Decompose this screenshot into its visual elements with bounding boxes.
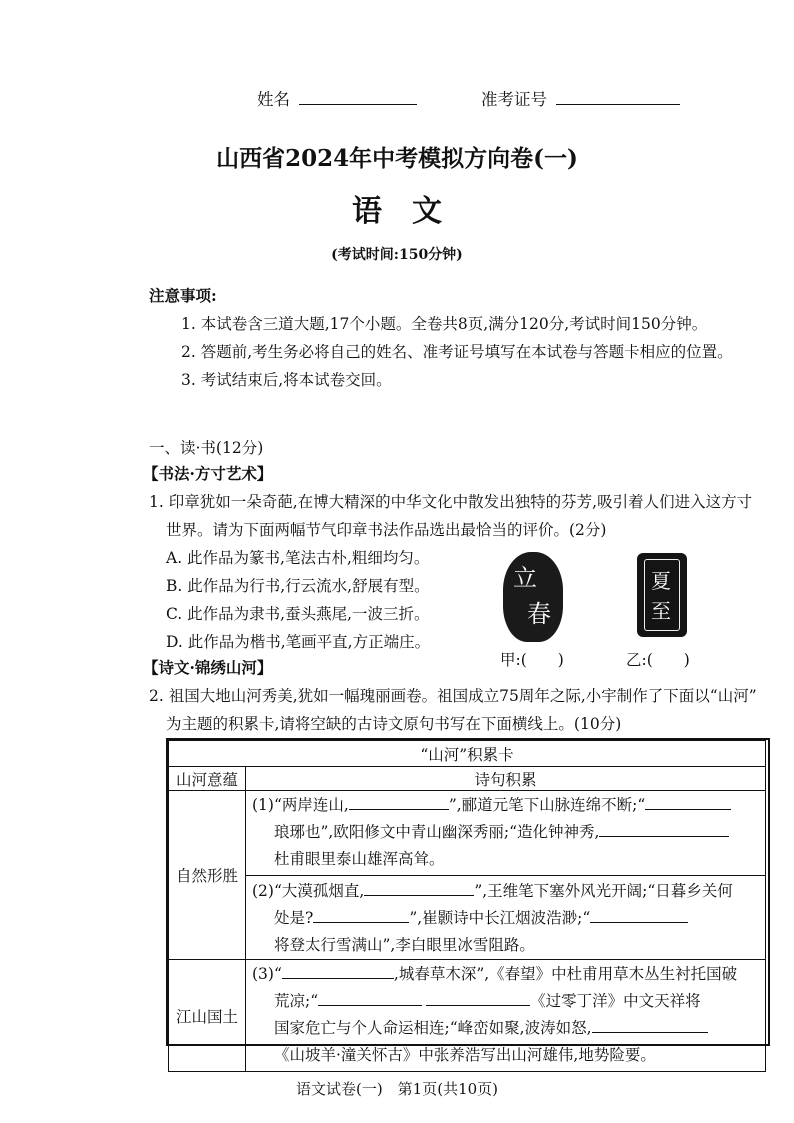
blank-3b[interactable] bbox=[318, 992, 422, 1006]
p2-text-a: (2)“大漠孤烟直, bbox=[252, 882, 365, 900]
blank-1b[interactable] bbox=[645, 796, 731, 810]
question-2-line-2: 为主题的积累卡,请将空缺的古诗文原句书写在下面横线上。(10分) bbox=[166, 715, 622, 733]
blank-1c[interactable] bbox=[599, 823, 729, 837]
stamp-a-char-1: 立 bbox=[513, 564, 537, 592]
notice-item-3: 3. 考试结束后,将本试卷交回。 bbox=[181, 371, 392, 389]
stamp-b-char-2: 至 bbox=[651, 599, 671, 623]
exam-id-blank[interactable] bbox=[556, 90, 680, 105]
exam-id-field bbox=[481, 86, 680, 110]
answer-yi[interactable]: 乙:( ) bbox=[626, 651, 690, 669]
subsection-calligraphy: 【书法·方寸艺术】 bbox=[143, 464, 273, 483]
name-label: 姓名 bbox=[257, 90, 290, 109]
p2-text-c: 处是? bbox=[274, 909, 314, 927]
subject-title: 语 文 bbox=[352, 194, 442, 229]
p1-text-d: 杜甫眼里泰山雄浑高耸。 bbox=[274, 850, 445, 868]
exam-id-label: 准考证号 bbox=[481, 90, 547, 109]
p1-text-c: 琅琊也”,欧阳修文中青山幽深秀丽;“造化钟神秀, bbox=[274, 823, 600, 841]
answer-jia[interactable]: 甲:( ) bbox=[500, 651, 564, 669]
stamp-b-char-1: 夏 bbox=[651, 569, 671, 593]
option-c: C. 此作品为隶书,蚕头燕尾,一波三折。 bbox=[166, 605, 430, 623]
row-label-territory: 江山国土 bbox=[169, 960, 246, 1072]
p3-text-d: 《过零丁洋》中文天祥将 bbox=[530, 992, 701, 1010]
section-heading: 一、读·书(12分) bbox=[149, 439, 264, 457]
page-footer: 语文试卷(一) 第1页(共10页) bbox=[295, 1080, 499, 1098]
col-header-meaning: 山河意蕴 bbox=[169, 767, 246, 791]
p3-text-f: 《山坡羊·潼关怀古》中张养浩写出山河雄伟,地势险要。 bbox=[274, 1046, 656, 1064]
blank-2a[interactable] bbox=[364, 882, 474, 896]
col-header-poems: 诗句积累 bbox=[246, 767, 766, 791]
p1-text-b: ”,郦道元笔下山脉连绵不断;“ bbox=[448, 796, 646, 814]
question-1-line-2: 世界。请为下面两幅节气印章书法作品选出最恰当的评价。(2分) bbox=[166, 521, 607, 539]
blank-3c[interactable] bbox=[426, 992, 530, 1006]
accumulation-table bbox=[168, 740, 766, 1072]
notice-item-2: 2. 答题前,考生务必将自己的姓名、准考证号填写在本试卷与答题卡相应的位置。 bbox=[181, 343, 733, 361]
p1-text-a: (1)“两岸连山, bbox=[252, 796, 349, 814]
row-label-natural: 自然形胜 bbox=[169, 791, 246, 960]
blank-2b[interactable] bbox=[313, 909, 409, 923]
p2-text-d: ”,崔颢诗中长江烟波浩渺;“ bbox=[409, 909, 591, 927]
p3-text-a: (3)“ bbox=[252, 965, 282, 983]
p3-text-c: 荒凉;“ bbox=[274, 992, 319, 1010]
name-field bbox=[257, 86, 417, 110]
poem-item-1 bbox=[246, 791, 765, 876]
subsection-poetry: 【诗文·锦绣山河】 bbox=[143, 658, 273, 677]
blank-2c[interactable] bbox=[590, 909, 688, 923]
name-blank[interactable] bbox=[299, 90, 417, 105]
blank-3d[interactable] bbox=[592, 1019, 708, 1033]
option-d: D. 此作品为楷书,笔画平直,方正端庄。 bbox=[166, 633, 431, 651]
poem-item-2 bbox=[246, 876, 765, 959]
question-1-line-1: 1. 印章犹如一朵奇葩,在博大精深的中华文化中散发出独特的芬芳,吸引着人们进入这方寸 bbox=[149, 493, 753, 511]
poem-item-3 bbox=[246, 960, 766, 1072]
p2-text-b: ”,王维笔下塞外风光开阔;“日暮乡关何 bbox=[474, 882, 733, 900]
stamp-xiazhi-image bbox=[637, 553, 687, 637]
blank-3a[interactable] bbox=[282, 965, 394, 979]
card-title: “山河”积累卡 bbox=[169, 741, 766, 767]
option-a: A. 此作品为篆书,笔法古朴,粗细均匀。 bbox=[166, 549, 430, 567]
natural-cell bbox=[246, 791, 766, 960]
stamp-a-char-2: 春 bbox=[527, 600, 551, 628]
p2-text-e: 将登太行雪满山”,李白眼里冰雪阻路。 bbox=[274, 936, 535, 954]
question-2-line-1: 2. 祖国大地山河秀美,犹如一幅瑰丽画卷。祖国成立75周年之际,小宇制作了下面以“山河” bbox=[149, 687, 757, 705]
blank-1a[interactable] bbox=[349, 796, 449, 810]
stamp-lichun-image bbox=[503, 552, 563, 642]
p3-text-e: 国家危亡与个人命运相连;“峰峦如聚,波涛如怒, bbox=[274, 1019, 592, 1037]
exam-title: 山西省2024年中考模拟方向卷(一) bbox=[216, 145, 578, 172]
p3-text-b: ,城春草木深”,《春望》中杜甫用草木丛生衬托国破 bbox=[393, 965, 738, 983]
notice-heading: 注意事项: bbox=[149, 286, 217, 305]
exam-time-note: (考试时间:150分钟) bbox=[331, 247, 463, 263]
option-b: B. 此作品为行书,行云流水,舒展有型。 bbox=[166, 577, 430, 595]
notice-item-1: 1. 本试卷含三道大题,17个小题。全卷共8页,满分120分,考试时间150分钟。 bbox=[181, 315, 708, 333]
